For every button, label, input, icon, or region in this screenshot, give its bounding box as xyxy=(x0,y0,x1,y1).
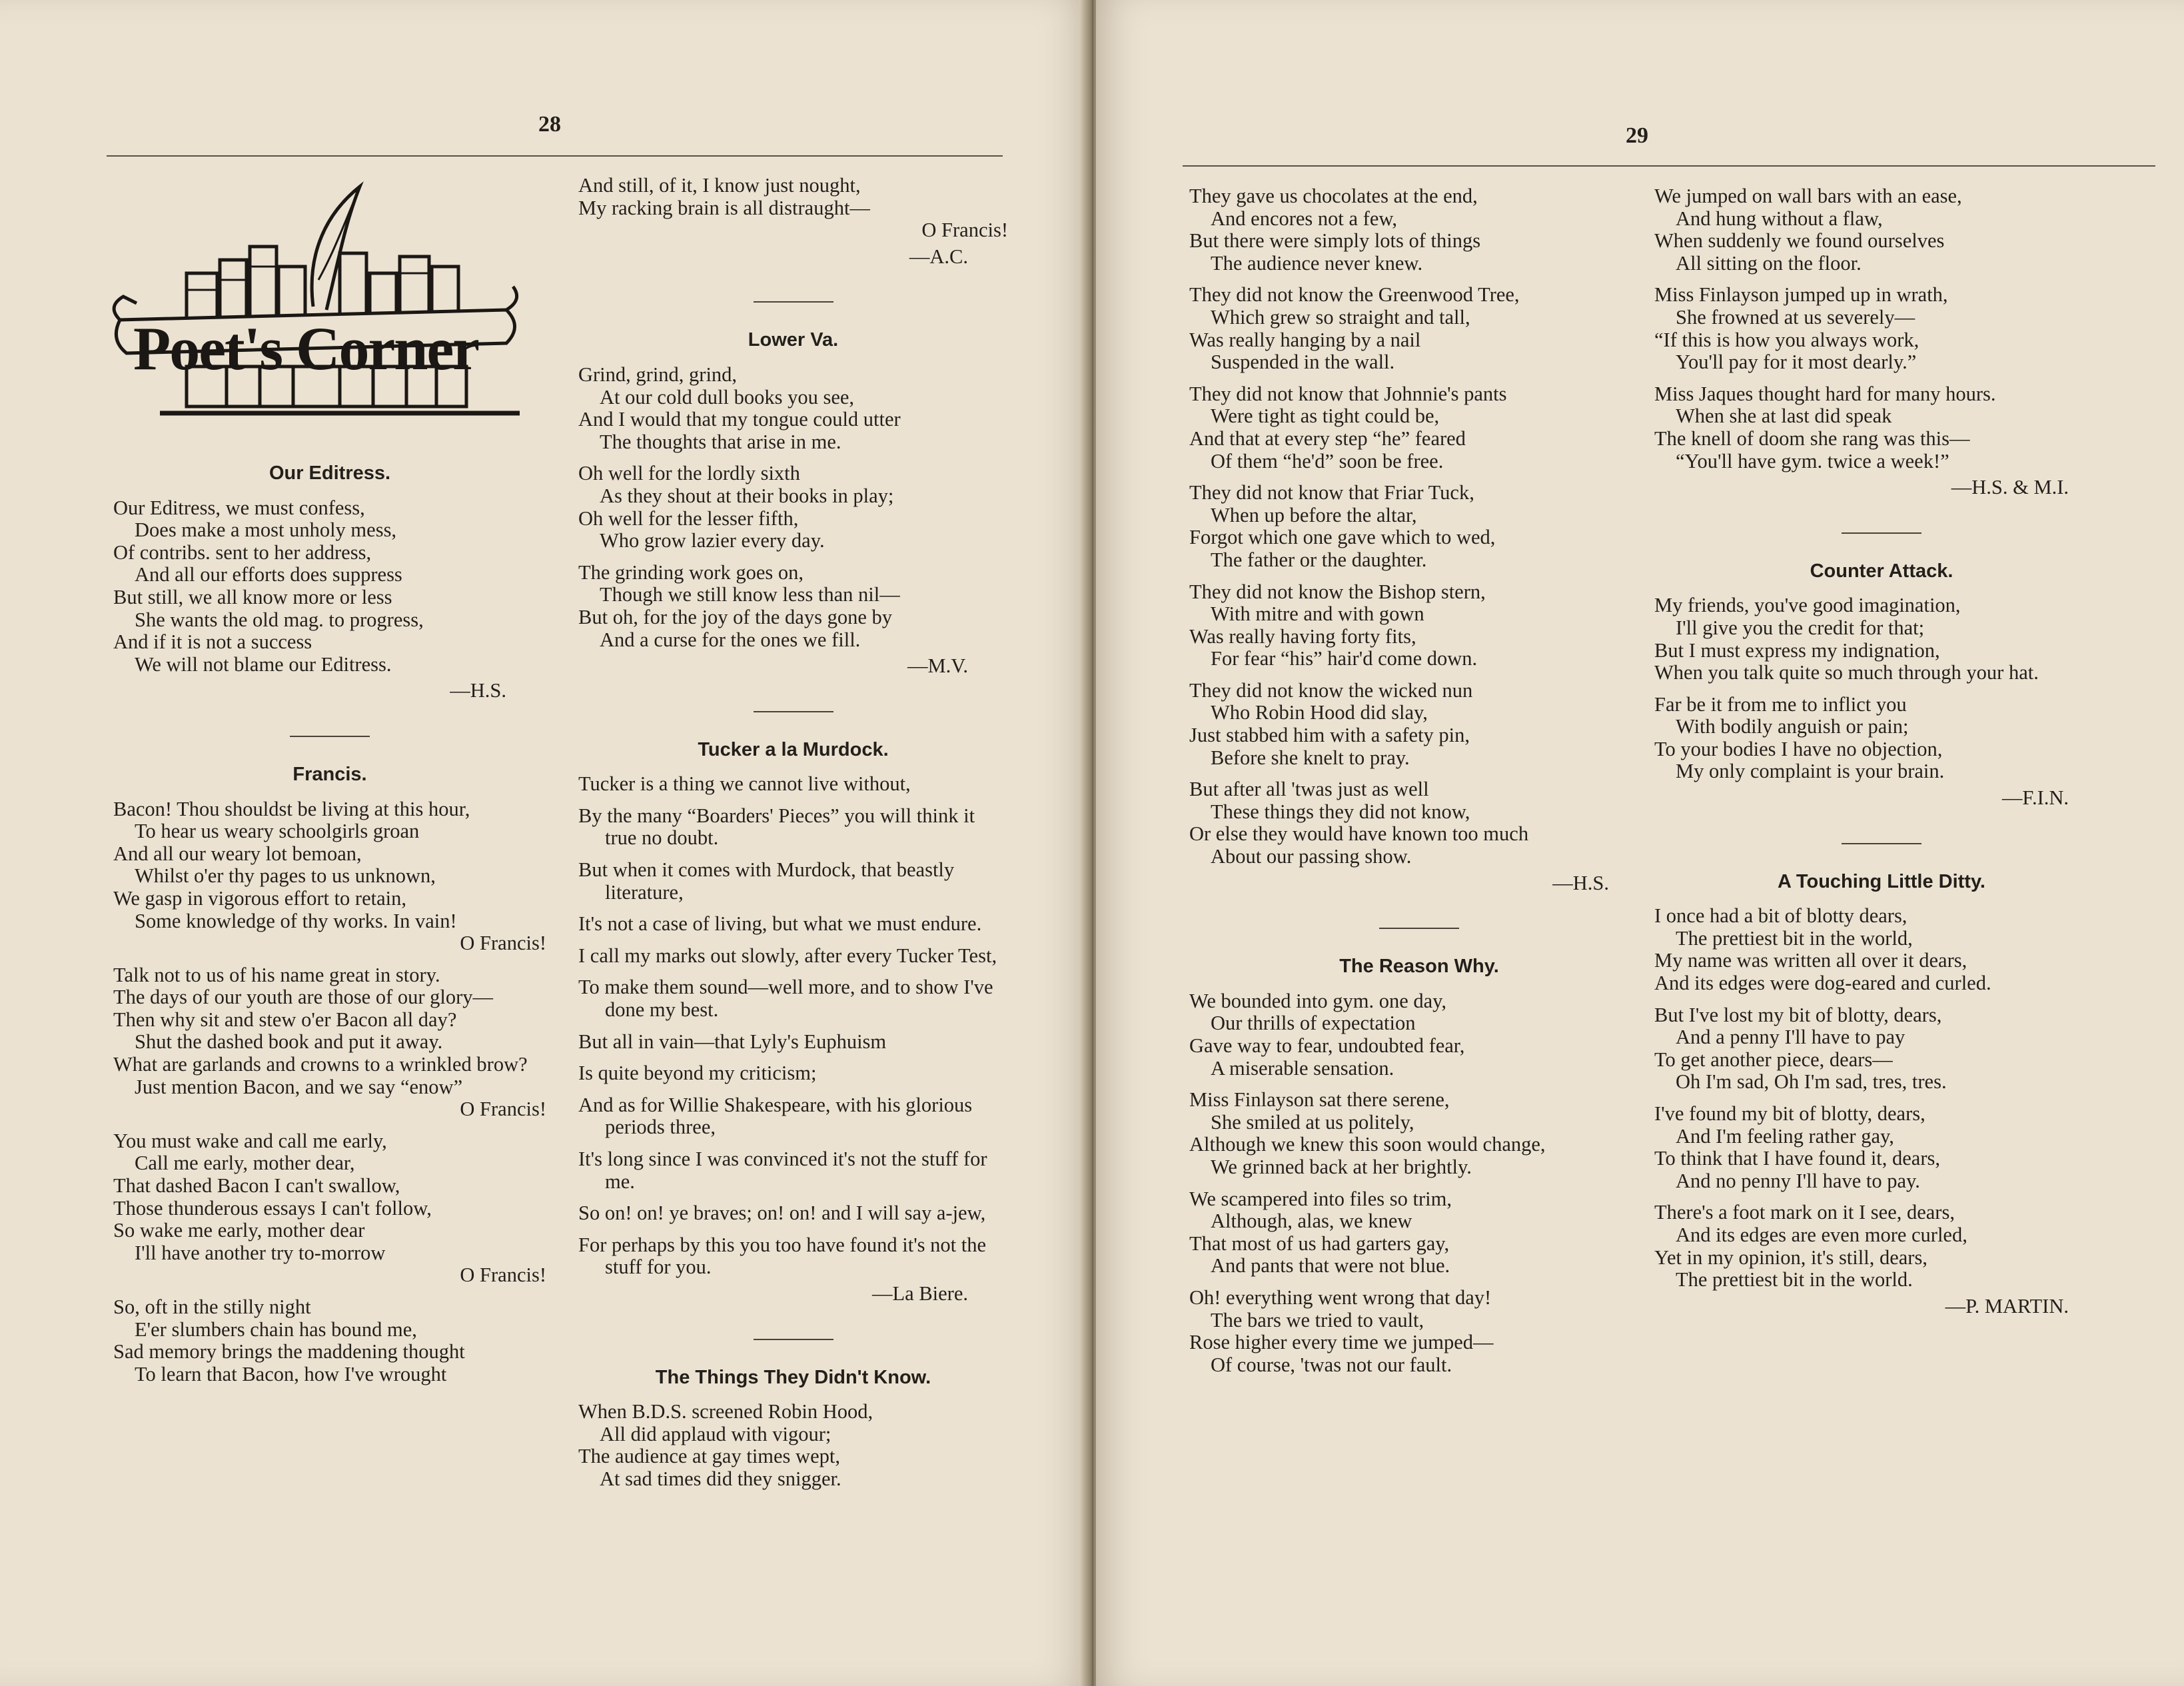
spacer xyxy=(578,352,1008,364)
stanza xyxy=(1189,778,1649,868)
poem-line: The prettiest bit in the world, xyxy=(1676,926,1913,950)
poem-line: All did applaud with vigour; xyxy=(600,1422,831,1445)
poem-line: With bodily anguish or pain; xyxy=(1676,715,1909,738)
poem-line: Whilst o'er thy pages to us unknown, xyxy=(135,864,436,888)
stanza xyxy=(578,1062,1008,1085)
poem-line: “You'll have gym. twice a week!” xyxy=(1676,449,1949,472)
poem-line: When B.D.S. screened Robin Hood, xyxy=(578,1400,873,1423)
poem-line: Does make a most unholy mess, xyxy=(135,518,397,542)
books-and-quill-illustration xyxy=(107,173,526,433)
stanza xyxy=(578,805,1008,850)
poem-line: We will not blame our Editress. xyxy=(135,652,392,676)
spacer xyxy=(1654,582,2109,594)
poem-line: O Francis! xyxy=(460,1098,546,1121)
poem-line: Of them “he'd” soon be free. xyxy=(1211,449,1444,472)
poem-title: Francis. xyxy=(292,763,367,785)
poem-line: When up before the altar, xyxy=(1211,503,1417,526)
poem-line: Who grow lazier every day. xyxy=(600,529,825,552)
poem xyxy=(1189,894,1649,1376)
poem-line: And if it is not a success xyxy=(113,630,312,654)
poem xyxy=(113,702,546,1385)
poem-line: To think that I have found it, dears, xyxy=(1654,1147,1940,1170)
stanza xyxy=(1189,1089,1649,1178)
poem-line: Or else they would have known too much xyxy=(1189,822,1529,846)
poem-line: So, oft in the stilly night xyxy=(113,1295,311,1318)
poem-line: I'll give you the credit for that; xyxy=(1676,616,1925,639)
spacer xyxy=(578,268,1008,301)
poem-line: It's not a case of living, but what we must endure. xyxy=(578,912,982,936)
stanza xyxy=(578,859,1008,904)
spacer xyxy=(1654,810,2109,843)
poem-line: Talk not to us of his name great in story. xyxy=(113,963,440,986)
poem xyxy=(578,175,1008,268)
stanza xyxy=(113,798,546,955)
poem-line: To make them sound—well more, and to show I've done my best. xyxy=(578,976,993,1022)
poem-line: These things they did not know, xyxy=(1211,800,1470,823)
poem-line: She wants the old mag. to progress, xyxy=(135,608,424,631)
poem-line: When suddenly we found ourselves xyxy=(1654,229,1945,253)
poem-line: At sad times did they snigger. xyxy=(600,1467,841,1490)
poem-title: Our Editress. xyxy=(269,462,391,484)
poem-line: I'll have another try to-morrow xyxy=(135,1241,386,1264)
poem-line: You must wake and call me early, xyxy=(113,1129,387,1152)
stanza xyxy=(1654,905,2109,994)
poem-line: O Francis! xyxy=(460,1264,546,1287)
poem-line: But still, we all know more or less xyxy=(113,585,392,608)
stanza xyxy=(1189,1188,1649,1277)
poem-line: But oh, for the joy of the days gone by xyxy=(578,605,892,628)
poem-line: Bacon! Thou shouldst be living at this hour, xyxy=(113,797,470,820)
poem-line: A miserable sensation. xyxy=(1211,1056,1394,1080)
stanza xyxy=(578,1094,1008,1139)
poem-line: When she at last did speak xyxy=(1676,405,1892,428)
poem-line: Oh well for the lordly sixth xyxy=(578,462,800,485)
stanza xyxy=(1654,1202,2109,1291)
spacer xyxy=(1654,499,2109,532)
stanza xyxy=(578,945,1008,968)
page-number: 28 xyxy=(538,112,561,137)
poem xyxy=(113,462,546,702)
poem-line: And no penny I'll have to pay. xyxy=(1676,1169,1920,1192)
poem-line: I call my marks out slowly, after every Tucker Test, xyxy=(578,944,997,967)
right-page xyxy=(1096,0,2184,1686)
poem-line: “If this is how you always work, xyxy=(1654,328,1919,351)
poem-line: At our cold dull books you see, xyxy=(600,385,855,409)
poem-line: She frowned at us severely— xyxy=(1676,305,1915,329)
poem-line: Though we still know less than nil— xyxy=(600,583,900,606)
stanza xyxy=(578,462,1008,552)
spacer xyxy=(578,1305,1008,1339)
stanza xyxy=(113,1296,546,1385)
stanza xyxy=(1654,1103,2109,1192)
poem-line: By the many “Boarders' Pieces” you will think it true no doubt. xyxy=(578,804,975,850)
stanza xyxy=(113,1130,546,1287)
poem-line: With mitre and with gown xyxy=(1211,602,1424,626)
poem-line: Forgot which one gave which to wed, xyxy=(1189,526,1496,549)
poem-line: And all our efforts does suppress xyxy=(135,563,402,586)
poem-line: Then why sit and stew o'er Bacon all day? xyxy=(113,1008,457,1031)
poem-line: Oh! everything went wrong that day! xyxy=(1189,1285,1492,1309)
poem-line: To your bodies I have no objection, xyxy=(1654,737,1943,760)
poem-line: About our passing show. xyxy=(1211,845,1412,868)
poem-line: She smiled at us politely, xyxy=(1211,1110,1414,1134)
header-rule xyxy=(107,155,1003,157)
poem-line: And a curse for the ones we fill. xyxy=(600,628,861,651)
poem-line: It's long since I was convinced it's not the stuff for me. xyxy=(578,1148,987,1193)
poem-line: But I've lost my bit of blotty, dears, xyxy=(1654,1003,1942,1026)
poem-line: O Francis! xyxy=(460,932,546,955)
poem-line: They did not know the wicked nun xyxy=(1189,678,1473,702)
stanza xyxy=(1654,383,2109,472)
poem-line: As they shout at their books in play; xyxy=(600,484,894,507)
poem-line: Suspended in the wall. xyxy=(1211,351,1395,374)
poem-signature: —M.V. xyxy=(907,654,968,678)
poem-line: Who Robin Hood did slay, xyxy=(1211,701,1428,724)
poem-line: The grinding work goes on, xyxy=(578,560,804,584)
poem-line: My racking brain is all distraught— xyxy=(578,196,870,219)
poem-line: They did not know that Johnnie's pants xyxy=(1189,382,1507,405)
poem xyxy=(578,678,1008,1305)
stanza xyxy=(578,773,1008,796)
spacer xyxy=(578,1340,1008,1367)
spacer xyxy=(578,1389,1008,1401)
poem-line: Sad memory brings the maddening thought xyxy=(113,1340,465,1363)
stanza xyxy=(1654,284,2109,373)
poem-line: And still, of it, I know just nought, xyxy=(578,174,861,197)
poem-line: That most of us had garters gay, xyxy=(1189,1232,1450,1255)
poem-line: Gave way to fear, undoubted fear, xyxy=(1189,1034,1465,1057)
poem-line: The audience at gay times wept, xyxy=(578,1445,840,1468)
stanza xyxy=(578,1202,1008,1225)
stanza xyxy=(578,976,1008,1021)
poem-line: Were tight as tight could be, xyxy=(1211,405,1440,428)
left-column-1 xyxy=(113,462,546,1385)
poem-line: There's a foot mark on it I see, dears, xyxy=(1654,1201,1955,1224)
poem-line: Shut the dashed book and put it away. xyxy=(135,1030,443,1054)
stanza xyxy=(1654,1004,2109,1094)
poem-line: All sitting on the floor. xyxy=(1676,251,1862,275)
poem-line: My friends, you've good imagination, xyxy=(1654,594,1961,617)
logo-text: Poet's Corner xyxy=(133,315,479,383)
poem-line: We bounded into gym. one day, xyxy=(1189,989,1447,1012)
poem-line: Miss Jaques thought hard for many hours. xyxy=(1654,382,1996,405)
poem-line: Was really hanging by a nail xyxy=(1189,328,1421,351)
stanza xyxy=(578,562,1008,651)
poem-line: The days of our youth are those of our glory— xyxy=(113,986,494,1009)
spacer xyxy=(578,761,1008,773)
poem-line: O Francis! xyxy=(921,219,1008,242)
left-page xyxy=(0,0,1089,1686)
stanza xyxy=(578,175,1008,242)
poem-line: My name was written all over it dears, xyxy=(1654,949,1967,972)
poem-signature: —La Biere. xyxy=(872,1281,968,1305)
poem-line: I once had a bit of blotty dears, xyxy=(1654,904,1908,928)
header-rule xyxy=(1183,165,2155,167)
poem-line: And encores not a few, xyxy=(1211,207,1398,230)
poem-signature: —P. MARTIN. xyxy=(1945,1294,2069,1317)
poem-title: The Reason Why. xyxy=(1339,956,1499,978)
poem-line: And its edges were dog-eared and curled. xyxy=(1654,972,1991,995)
poem xyxy=(578,268,1008,677)
poem-line: The father or the daughter. xyxy=(1211,548,1427,571)
poem xyxy=(1654,810,2109,1318)
spacer xyxy=(113,485,546,497)
poem-line: Was really having forty fits, xyxy=(1189,624,1416,648)
poem-line: Rose higher every time we jumped— xyxy=(1189,1331,1494,1354)
poem-line: But there were simply lots of things xyxy=(1189,229,1481,253)
poem-line: What are garlands and crowns to a wrinkled brow? xyxy=(113,1053,528,1076)
poem-line: The knell of doom she rang was this— xyxy=(1654,426,1970,450)
poem-title: Lower Va. xyxy=(748,329,839,351)
poem-line: My only complaint is your brain. xyxy=(1676,760,1945,783)
stanza xyxy=(578,1234,1008,1279)
poem-line: The thoughts that arise in me. xyxy=(600,430,841,453)
stanza xyxy=(1189,482,1649,571)
poem-line: For fear “his” hair'd come down. xyxy=(1211,647,1478,670)
poem-line: They gave us chocolates at the end, xyxy=(1189,185,1478,207)
poem-line: And as for Willie Shakespeare, with his glorious periods three, xyxy=(578,1093,973,1139)
poem-line: But all in vain—that Lyly's Euphuism xyxy=(578,1030,887,1053)
spacer xyxy=(578,303,1008,329)
poem-line: And pants that were not blue. xyxy=(1211,1254,1450,1277)
poem-line: Oh I'm sad, Oh I'm sad, tres, tres. xyxy=(1676,1070,1947,1094)
poem-title: A Touching Little Ditty. xyxy=(1778,870,1985,892)
poem-line: And all our weary lot bemoan, xyxy=(113,842,362,865)
poem-line: The audience never knew. xyxy=(1211,251,1423,275)
poem-line: Although, alas, we knew xyxy=(1211,1210,1412,1233)
poem-line: You'll pay for it most dearly.” xyxy=(1676,351,1917,374)
poem-line: Yet in my opinion, it's still, dears, xyxy=(1654,1246,1927,1269)
poem-signature: —H.S. xyxy=(1552,871,1609,894)
poem-line: Although we knew this soon would change, xyxy=(1189,1133,1546,1156)
poem xyxy=(578,1305,1008,1491)
poem-line: Which grew so straight and tall, xyxy=(1211,305,1470,329)
poem-signature: —F.I.N. xyxy=(2001,786,2069,810)
stanza xyxy=(1189,284,1649,373)
poem-signature: —H.S. & M.I. xyxy=(1951,476,2069,499)
poem-title: Tucker a la Murdock. xyxy=(698,738,889,760)
poem-line: Oh well for the lesser fifth, xyxy=(578,506,799,530)
stanza xyxy=(1189,1287,1649,1376)
poem-line: We grinned back at her brightly. xyxy=(1211,1155,1472,1178)
poem-line: Grind, grind, grind, xyxy=(578,363,738,386)
stanza xyxy=(578,1401,1008,1490)
spacer xyxy=(1189,929,1649,956)
page-number: 29 xyxy=(1626,123,1648,148)
poem-line: Of contribs. sent to her address, xyxy=(113,540,372,564)
poem-line: We jumped on wall bars with an ease, xyxy=(1654,185,1962,207)
poem-line: E'er slumbers chain has bound me, xyxy=(135,1317,417,1341)
poem-title: Counter Attack. xyxy=(1810,560,1953,582)
poem-line: But when it comes with Murdock, that beastly literature, xyxy=(578,858,955,904)
stanza xyxy=(1189,581,1649,670)
poem-line: So wake me early, mother dear xyxy=(113,1219,365,1242)
poem-line: They did not know that Friar Tuck, xyxy=(1189,481,1474,504)
stanza xyxy=(578,913,1008,936)
spacer xyxy=(113,737,546,764)
stanza xyxy=(113,964,546,1121)
poem-line: But I must express my indignation, xyxy=(1654,638,1940,662)
poem-line: For perhaps by this you too have found it's not the stuff for you. xyxy=(578,1233,987,1279)
poem-line: Some knowledge of thy works. In vain! xyxy=(135,909,457,932)
stanza xyxy=(578,364,1008,453)
poem xyxy=(1654,185,2109,499)
poem-line: Our Editress, we must confess, xyxy=(113,496,365,519)
stanza xyxy=(113,497,546,676)
poem-line: That dashed Bacon I can't swallow, xyxy=(113,1174,400,1198)
poem-line: So on! on! ye braves; on! on! and I will say a-jew, xyxy=(578,1202,986,1225)
spacer xyxy=(113,702,546,736)
poem-line: Just stabbed him with a safety pin, xyxy=(1189,724,1470,747)
stanza xyxy=(1189,680,1649,769)
stanza xyxy=(1189,990,1649,1080)
poem-line: When you talk quite so much through your hat. xyxy=(1654,661,2039,684)
poem-line: They did not know the Bishop stern, xyxy=(1189,580,1486,603)
spacer xyxy=(1654,844,2109,871)
poem-line: Is quite beyond my criticism; xyxy=(578,1062,817,1085)
stanza xyxy=(1189,185,1649,275)
poem-line: Of course, 'twas not our fault. xyxy=(1211,1353,1452,1376)
poem-line: I've found my bit of blotty, dears, xyxy=(1654,1102,1925,1125)
poem-line: To hear us weary schoolgirls groan xyxy=(135,820,420,843)
poem-line: And I'm feeling rather gay, xyxy=(1676,1124,1894,1148)
poem xyxy=(1654,499,2109,810)
stanza xyxy=(1189,383,1649,472)
poem-line: Call me early, mother dear, xyxy=(135,1152,355,1175)
stanza xyxy=(578,1148,1008,1193)
stanza xyxy=(1654,594,2109,684)
poem-signature: —A.C. xyxy=(909,245,968,268)
poem-line: Miss Finlayson jumped up in wrath, xyxy=(1654,283,1948,307)
right-column-1 xyxy=(1189,185,1649,1376)
poem-title: The Things They Didn't Know. xyxy=(655,1366,931,1388)
spacer xyxy=(1189,894,1649,928)
poem-line: Before she knelt to pray. xyxy=(1211,746,1410,769)
poem-line: Our thrills of expectation xyxy=(1211,1012,1416,1035)
poem-line: Tucker is a thing we cannot live without, xyxy=(578,772,911,796)
poem-line: The bars we tried to vault, xyxy=(1211,1308,1424,1331)
spacer xyxy=(1654,893,2109,905)
spacer xyxy=(578,712,1008,739)
poem-line: And its edges are even more curled, xyxy=(1676,1223,1967,1246)
stanza xyxy=(1654,694,2109,783)
poem-line: Miss Finlayson sat there serene, xyxy=(1189,1088,1450,1112)
left-column-2 xyxy=(578,175,1008,1491)
poem-line: We gasp in vigorous effort to retain, xyxy=(113,886,406,910)
poem-line: Those thunderous essays I can't follow, xyxy=(113,1196,432,1220)
poem-line: They did not know the Greenwood Tree, xyxy=(1189,283,1520,307)
poem-line: We scampered into files so trim, xyxy=(1189,1187,1452,1210)
poem-signature: —H.S. xyxy=(450,679,506,702)
poem-line: To learn that Bacon, how I've wrought xyxy=(135,1362,447,1385)
poem-line: Far be it from me to inflict you xyxy=(1654,692,1907,716)
poem-line: And a penny I'll have to pay xyxy=(1676,1026,1906,1049)
poets-corner-logo xyxy=(107,173,526,433)
spacer xyxy=(1189,978,1649,990)
poem-line: And that at every step “he” feared xyxy=(1189,426,1466,450)
stanza xyxy=(578,1031,1008,1054)
poem xyxy=(1189,185,1649,894)
poem-line: And I would that my tongue could utter xyxy=(578,408,901,431)
poem-line: The prettiest bit in the world. xyxy=(1676,1268,1913,1291)
spacer xyxy=(578,678,1008,711)
spacer xyxy=(1654,534,2109,560)
poem-line: Just mention Bacon, and we say “enow” xyxy=(135,1075,463,1098)
poem-line: But after all 'twas just as well xyxy=(1189,778,1429,801)
poem-line: And hung without a flaw, xyxy=(1676,207,1883,230)
poem-line: To get another piece, dears— xyxy=(1654,1048,1893,1071)
spacer xyxy=(113,786,546,798)
right-column-2 xyxy=(1654,185,2109,1317)
stanza xyxy=(1654,185,2109,275)
